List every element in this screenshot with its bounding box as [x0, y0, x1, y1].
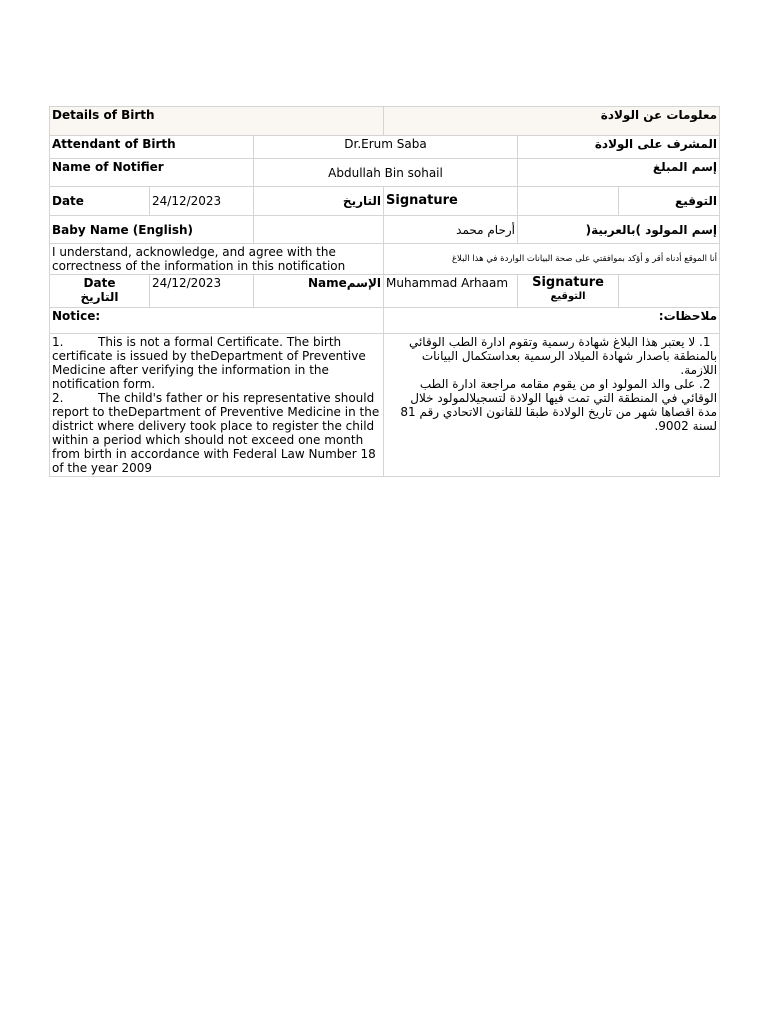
note-ar-1-text: لا يعتبر هذا البلاغ شهادة رسمية وتقوم ادارة الطب الوقائي بالمنطقة باصدار شهادة الميلاد الرسمية بعداستكمال البيانات اللازمة. [408, 335, 718, 377]
sign-signature-label [518, 275, 619, 308]
note-ar-2-number: .2 [699, 377, 711, 391]
birth-notification-table [49, 106, 720, 477]
date-value: 24/12/2023 [150, 187, 254, 216]
notes-en [50, 334, 384, 477]
notes-ar [384, 334, 720, 477]
agreement-text-ar: أنا الموقع أدناه أقر و أؤكد بموافقتي على صحة البيانات الواردة في هذا البلاغ [384, 244, 720, 275]
attendant-label-en: Attendant of Birth [50, 136, 254, 159]
note-en-1 [52, 335, 381, 391]
attendant-value: Dr.Erum Saba [254, 136, 518, 159]
note-ar-2 [392, 377, 717, 433]
agreement-text-en: I understand, acknowledge, and agree with the correctness of the information in this notification [50, 244, 384, 275]
sign-date-label [50, 275, 150, 308]
sign-date-value: 24/12/2023 [150, 275, 254, 308]
note-en-2 [52, 391, 381, 475]
notifier-value: Abdullah Bin sohail [254, 159, 518, 187]
signature-label-en: Signature [384, 187, 518, 216]
sign-signature-label-en: Signature [532, 275, 604, 290]
notice-label-ar: ملاحظات: [384, 308, 720, 334]
baby-name-ar-value: أرحام محمد [384, 216, 518, 244]
sign-name-value: Muhammad Arhaam [384, 275, 518, 308]
sign-name-label: الإسمName [254, 275, 384, 308]
details-title-en: Details of Birth [50, 107, 384, 136]
signature-field [518, 187, 619, 216]
notifier-label-ar: إسم المبلغ [518, 159, 720, 187]
note-en-2-number: 2. [52, 391, 64, 405]
sign-date-label-en: Date [83, 276, 116, 290]
sign-date-label-ar: التاريخ [80, 290, 119, 304]
signature-label-ar: التوقيع [619, 187, 720, 216]
baby-name-label-ar: إسم المولود )بالعربية( [518, 216, 720, 244]
note-en-1-text: This is not a formal Certificate. The birth certificate is issued by theDepartment of Preventive Medicine after verifying the information in the notification form. [52, 335, 366, 391]
sign-signature-field [619, 275, 720, 308]
baby-name-en-value [254, 216, 384, 244]
note-ar-2-text: على والد المولود او من يقوم مقامه مراجعة ادارة الطب الوقائي في المنطقة التي تمت فيها الولادة لتسجيلالمولود خلال مدة اقصاها شهر من تاريخ الولادة طبقا للقانون الاتحادي رقم 81 لسنة 9002. [400, 377, 718, 433]
attendant-label-ar: المشرف على الولادة [518, 136, 720, 159]
sign-signature-label-ar: التوقيع [550, 291, 586, 302]
note-en-2-text: The child's father or his representative should report to theDepartment of Preventive Medicine in the district where delivery took place to register the child within a period which should not exceed one month from birth in accordance with Federal Law Number 18 of the year 2009 [52, 391, 380, 475]
note-ar-1-number: .1 [699, 335, 711, 349]
date-label-ar: التاريخ [254, 187, 384, 216]
notifier-label-en: Name of Notifier [50, 159, 254, 187]
details-title-ar: معلومات عن الولادة [384, 107, 720, 136]
baby-name-label-en: Baby Name (English) [50, 216, 254, 244]
note-en-1-number: 1. [52, 335, 64, 349]
note-ar-1 [392, 335, 717, 377]
date-label-en: Date [50, 187, 150, 216]
notice-label-en: Notice: [50, 308, 384, 334]
